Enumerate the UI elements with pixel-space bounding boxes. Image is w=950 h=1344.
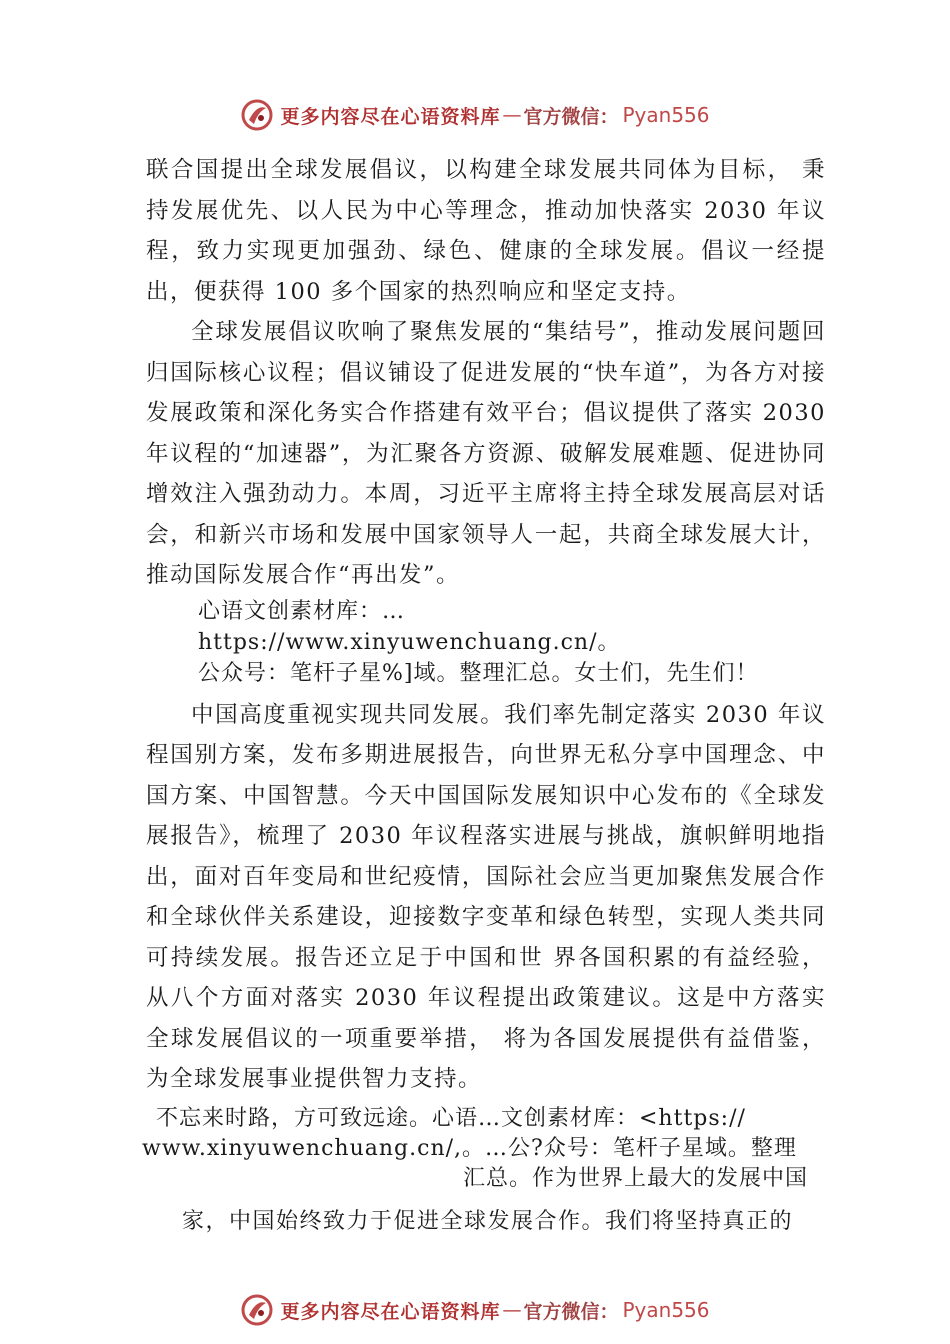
brand-logo-icon	[240, 98, 274, 132]
note-1-line-1: 心语文创素材库：…https://www.xinyuwenchuang.cn/。	[198, 598, 621, 655]
note-2-line-2: www.xinyuwenchuang.cn/,。…公?众号：笔杆子星域。整理	[142, 1135, 797, 1161]
paragraph-3: 中国高度重视实现共同发展。我们率先制定落实 2030 年议程国别方案，发布多期进展报告，向世界无私分享中国理念、中国方案、中国智慧。今天中国国际发展知识中心发布的《全球发展报告》，梳理了 2030 年议程落实进展与挑战，旗帜鲜明地指出，面对百年变局和世纪疫情，国际社会应当更加聚焦发展合作和全球伙伴关系建设，迎接数字变革和绿色转型，实现人类共同可持续发展。报告还立足于中国和世 界各国积累的有益经验，从八个方面对落实 2030 年议程提出政策建议。这是中方落实全球发展倡议的一项重要举措， 将为各国发展提供有益借鉴，为全球发展事业提供智力支持。	[146, 701, 826, 1092]
note-1-line-2: 公众号：笔杆子星%]域。整理汇总。女士们，先生们！	[198, 660, 759, 686]
paragraph-1: 联合国提出全球发展倡议，以构建全球发展共同体为目标， 秉持发展优先、以人民为中心等理念，推动加快落实 2030 年议程，致力实现更加强劲、绿色、健康的全球发展。倡议一经提出，便获得 100 多个国家的热烈响应和坚定支持。	[146, 157, 826, 305]
header-text: 更多内容尽在心语资料库	[280, 105, 501, 128]
note-2-line-1: 不忘来时路，方可致远途。心语…文创素材库：<https://	[156, 1105, 746, 1131]
brand-logo-icon	[240, 1293, 274, 1327]
final-line: 家，中国始终致力于促进全球发展合作。我们将坚持真正的	[182, 1208, 794, 1234]
footer-label: 官方微信：	[523, 1300, 619, 1323]
watermark-note-2	[142, 1104, 826, 1194]
note-2-line-3: 汇总。作为世界上最大的发展中国	[462, 1165, 808, 1191]
header-label: 官方微信：	[523, 105, 619, 128]
footer-banner	[0, 1290, 950, 1330]
footer-text: 更多内容尽在心语资料库	[280, 1300, 501, 1323]
footer-wechat-id: Pyan556	[622, 1298, 710, 1322]
watermark-note-1	[146, 596, 826, 689]
header-banner	[0, 95, 950, 135]
footer-separator: —	[502, 1299, 522, 1321]
paragraph-2: 全球发展倡议吹响了聚焦发展的“集结号”，推动发展问题回归国际核心议程；倡议铺设了促进发展的“快车道”，为各方对接发展政策和深化务实合作搭建有效平台；倡议提供了落实 2030 年议程的“加速器”，为汇聚各方资源、破解发展难题、促进协同增效注入强劲动力。本周，习近平主席将主持全球发展高层对话会，和新兴市场和发展中国家领导人一起，共商全球发展大计，推动国际发展合作“再出发”。	[146, 319, 826, 588]
header-wechat-id: Pyan556	[622, 103, 710, 127]
document-body	[142, 150, 826, 1242]
header-separator: —	[502, 104, 522, 126]
